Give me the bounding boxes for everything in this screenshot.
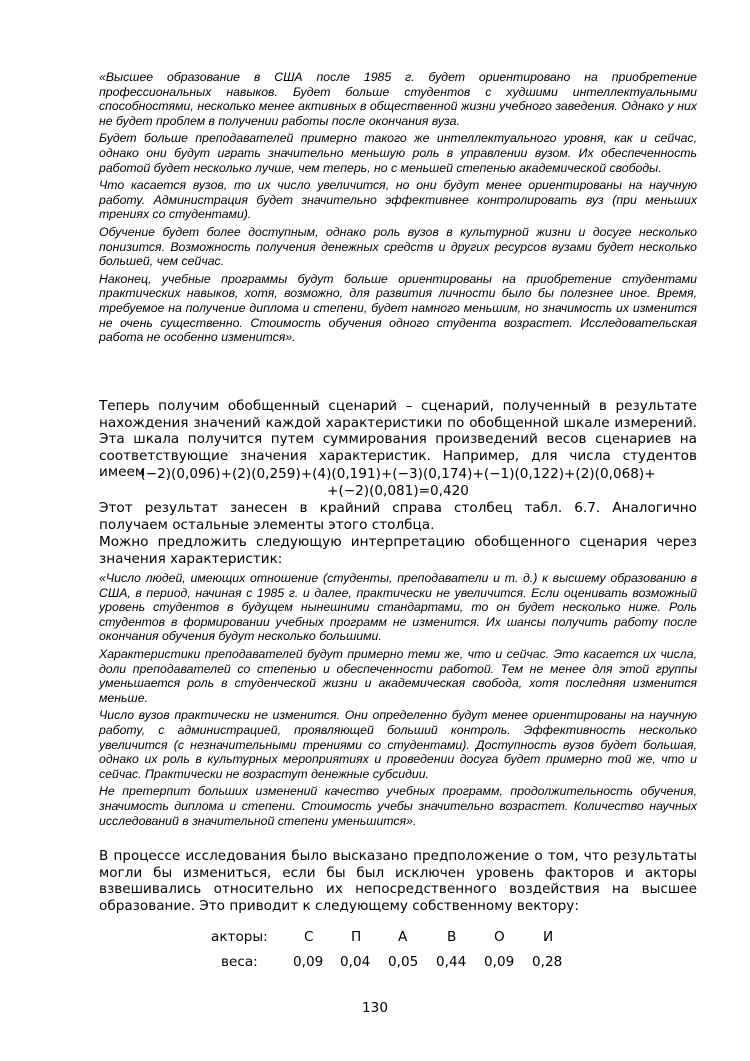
quote-block-2 bbox=[99, 571, 697, 828]
weight-o: 0,09 bbox=[484, 954, 515, 970]
page-number: 130 bbox=[362, 1000, 388, 1016]
quote-block-1 bbox=[99, 70, 697, 345]
actor-s: С bbox=[304, 929, 314, 945]
weight-v: 0,44 bbox=[436, 954, 467, 970]
formula-line-1: (−2)(0,096)+(2)(0,259)+(4)(0,191)+(−3)(0,174)+(−1)(0,122)+(2)(0,068)+ bbox=[140, 466, 656, 482]
quote1-paragraph-5: Наконец, учебные программы будут больше ориентированы на приобретение студентами практических навыков, хотя, возможно, для развития личности было бы полезнее иное. Время, требуемое на получение диплома и степени, будет намного меньшим, но значимость их изменится не очень существенно. Стоимость обучения одного студента возрастет. Исследовательская работа не особенно изменится». bbox=[99, 271, 697, 345]
formula-line-2: +(−2)(0,081)=0,420 bbox=[327, 483, 469, 499]
quote2-paragraph-4: Не претерпит больших изменений качество учебных программ, продолжительность обучения, значимость диплома и степени. Стоимость учебы значительно возрастет. Количество научных исследований в значительной степени уменьшится». bbox=[99, 784, 697, 828]
actors-label: акторы: bbox=[211, 929, 268, 945]
weight-p: 0,04 bbox=[340, 954, 371, 970]
final-paragraph: В процессе исследования было высказано предположение о том, что результаты могли бы измениться, если бы был исключен уровень факторов и акторы взвешивались относительно их непосредственного воздействия на высшее образование. Это приводит к следующему собственному вектору: bbox=[99, 848, 697, 914]
actor-v: В bbox=[447, 929, 457, 945]
actor-i: И bbox=[543, 929, 554, 945]
weight-i: 0,28 bbox=[532, 954, 563, 970]
body-block-3 bbox=[99, 848, 697, 914]
quote2-paragraph-1: «Число людей, имеющих отношение (студенты, преподаватели и т. д.) к высшему образованию в США, в период, начиная с 1985 г. и далее, практически не увеличится. Если оценивать возможный уровень студентов в будущем нынешними стандартами, то он будет несколько ниже. Роль студентов в формировании учебных программ не изменится. Их шансы получить работу после окончания обучения будут несколько большими. bbox=[99, 571, 697, 644]
intro-paragraph: Теперь получим обобщенный сценарий – сценарий, полученный в результате нахождения значений каждой характеристики по обобщенной шкале измерений. Эта шкала получится путем суммирования произведений весов сценариев на соответствующие значения характеристик. Например, для числа студентов имеем bbox=[99, 398, 697, 481]
weight-s: 0,09 bbox=[293, 954, 324, 970]
actor-o: О bbox=[494, 929, 505, 945]
quote1-paragraph-1: «Высшее образование в США после 1985 г. будет ориентировано на приобретение профессиональных навыков. Будет больше студентов с худшими интеллектуальными способностями, несколько менее активных в общественной жизни учебного заведения. Однако у них не будет проблем в получении работы после окончания вуза. bbox=[99, 70, 697, 128]
quote2-paragraph-3: Число вузов практически не изменится. Они определенно будут менее ориентированы на научную работу, с администрацией, проявляющей больший контроль. Эффективность несколько увеличится (с незначительными трениями со студентами). Доступность вузов будет большая, однако их роль в культурных мероприятиях и проведении досуга будет примерно той же, что и сейчас. Практически не возрастут денежные субсидии. bbox=[99, 708, 697, 781]
body-block-2 bbox=[99, 500, 697, 567]
quote1-paragraph-3: Что касается вузов, то их число увеличится, но они будут менее ориентированы на научную работу. Администрация будет значительно эффективнее контролировать вуз (при меньших трениях со студентами). bbox=[99, 178, 697, 222]
weights-label: веса: bbox=[221, 954, 258, 970]
eigenvector-table bbox=[0, 929, 750, 969]
quote1-paragraph-2: Будет больше преподавателей примерно такого же интеллектуального уровня, как и сейчас, однако они будут играть значительно меньшую роль в управлении вузом. Их обеспеченность работой будет несколько лучше, чем теперь, но с меньшей степенью академической свободы. bbox=[99, 131, 697, 175]
result-paragraph: Этот результат занесен в крайний справа столбец табл. 6.7. Аналогично получаем остальные элементы этого столбца. bbox=[99, 500, 697, 533]
quote2-paragraph-2: Характеристики преподавателей будут примерно теми же, что и сейчас. Это касается их числа, доли преподавателей со степенью и обеспеченности работой. Тем не менее для этой группы уменьшается роль в студенческой жизни и академическая свобода, хотя последняя изменится меньше. bbox=[99, 646, 697, 705]
interpretation-paragraph: Можно предложить следующую интерпретацию обобщенного сценария через значения характеристик: bbox=[99, 534, 697, 567]
actor-a: А bbox=[398, 929, 408, 945]
weight-a: 0,05 bbox=[388, 954, 419, 970]
actor-p: П bbox=[351, 929, 362, 945]
quote1-paragraph-4: Обучение будет более доступным, однако роль вузов в культурной жизни и досуге несколько понизится. Возможность получения денежных средств и других ресурсов вузами будет несколько большей, чем сейчас. bbox=[99, 224, 697, 269]
